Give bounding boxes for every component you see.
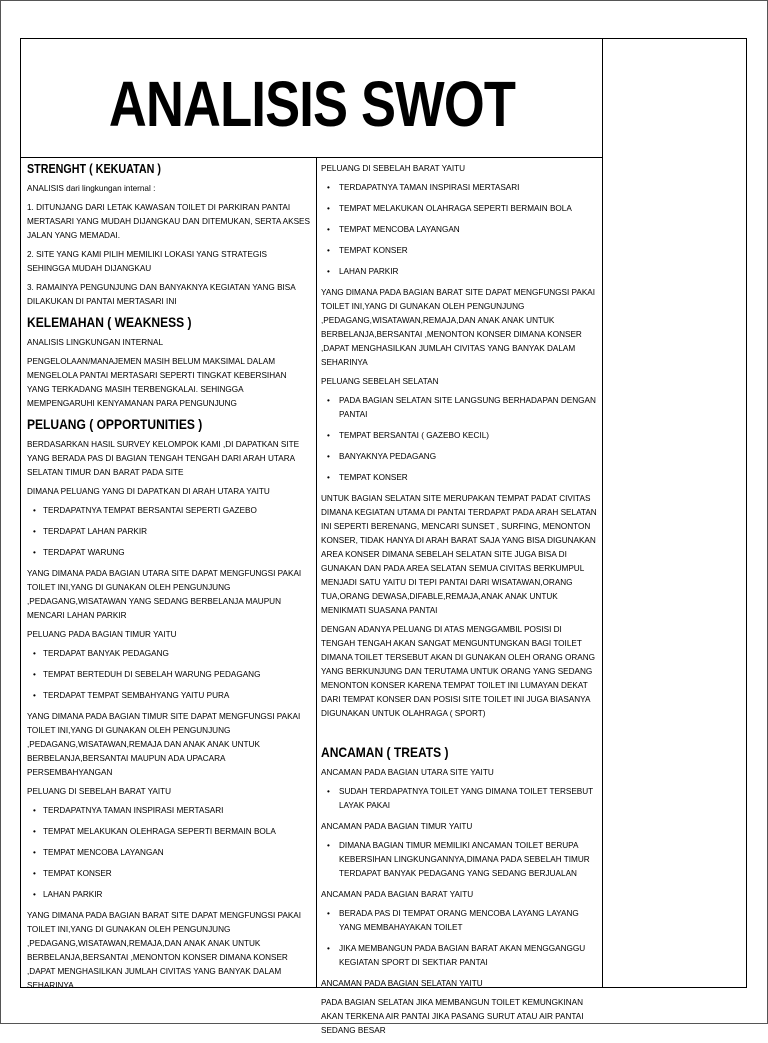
list-item: • TERDAPATNYA TEMPAT BERSANTAI SEPERTI GAZEBO — [27, 504, 311, 518]
list-item: • TERDAPAT TEMPAT SEMBAHYANG YAITU PURA — [27, 689, 311, 703]
strength-item: 3. RAMAINYA PENGUNJUNG DAN BANYAKNYA KEGIATAN YANG BISA DILAKUKAN DI PANTAI MERTASARI INI — [27, 283, 296, 306]
opportunity-summary-text: DENGAN ADANYA PELUANG DI ATAS MENGGAMBIL POSISI DI TENGAH TENGAH AKAN SANGAT MENGUNTUNGKAN BAGI TOILET DIMANA TOILET TERSEBUT AKAN DI GUNAKAN OLEH ORANG ORANG YANG BERKUNJUNG DAN TERUTAMA UNTUK ORANG YANG SEDANG MENONTON KONSER KARENA TEMPAT TOILET INI LUMAYAN DEKAT DARI TEMPAT KONSER DAN POSISI SITE TOILET INI JUGA BIASANYA DIGUNAKAN UNTUK OLAHRAGA ( SPORT) — [321, 625, 596, 718]
list-item: • DIMANA BAGIAN TIMUR MEMILIKI ANCAMAN TOILET BERUPA KEBERSIHAN LINGKUNGANNYA,DIMANA PADA SEBELAH TIMUR TERDAPAT BANYAK PEDAGANG YANG SEDANG BERJUALAN — [321, 839, 597, 881]
weakness-text: PENGELOLAAN/MANAJEMEN MASIH BELUM MAKSIMAL DALAM MENGELOLA PANTAI MERTASARI SEPERTI TINGKAT KEBERSIHAN YANG TERKADANG MASIH TERBENGKALAI. SEHINGGA MEMPENGARUHI KENYAMANAN PARA PENGUNJUNG — [27, 357, 287, 408]
west-opportunity-heading: PELUANG DI SEBELAH BARAT YAITU — [321, 164, 466, 173]
list-item: • TEMPAT BERTEDUH DI SEBELAH WARUNG PEDAGANG — [27, 668, 311, 682]
right-margin-divider — [602, 39, 603, 987]
strength-item: 2. SITE YANG KAMI PILIH MEMILIKI LOKASI YANG STRATEGIS SEHINGGA MUDAH DIJANGKAU — [27, 250, 267, 273]
threats-heading: ANCAMAN ( TREATS ) — [321, 744, 449, 760]
list-item: • TEMPAT KONSER — [27, 867, 311, 881]
south-threat-text: PADA BAGIAN SELATAN JIKA MEMBANGUN TOILET KEMUNGKINAN AKAN TERKENA AIR PANTAI JIKA PASANG SURUT ATAU AIR PANTAI SEDANG BESAR — [321, 998, 584, 1035]
swot-document — [20, 38, 747, 1035]
list-item: • TEMPAT KONSER — [321, 471, 597, 485]
right-column — [321, 162, 597, 1043]
north-opportunity-list — [27, 504, 311, 560]
page-title: ANALISIS SWOT — [108, 68, 516, 140]
south-opportunity-text: UNTUK BAGIAN SELATAN SITE MERUPAKAN TEMPAT PADAT CIVITAS DIMANA KEGIATAN UTAMA DI PANTAI TERDAPAT PADA ARAH SELATAN INI SEPERTI BERENANG, MENCARI SUNSET , SURFING, MENONTON KONSER, TIDAK HANYA DI ARAH BARAT SAJA YANG BISA DIGUNAKAN AREA KONSER DIMANA SEBELAH SELATAN SITE JUGA BISA DI GUNAKAN DAN PADA AREA SELATAN SEMUA CIVITAS BERKUMPUL MENJADI SATU YAITU DI TEPI PANTAI DARI WISATAWAN,ORANG TUA,ORANG DEWASA,DIFABLE,REMAJA,ANAK ANAK UNTUK MENIKMATI SUASANA PANTAI — [321, 494, 597, 615]
strength-item: 1. DITUNJANG DARI LETAK KAWASAN TOILET DI PARKIRAN PANTAI MERTASARI YANG MUDAH DIJANGKAU DAN DITEMUKAN, SERTA AKSES JALAN YANG MEMADAI. — [27, 203, 310, 240]
left-column — [27, 162, 311, 998]
east-opportunity-heading: PELUANG PADA BAGIAN TIMUR YAITU — [27, 630, 177, 639]
north-threat-list — [321, 785, 597, 813]
list-item: • TEMPAT MENCOBA LAYANGAN — [27, 846, 311, 860]
south-threat-heading: ANCAMAN PADA BAGIAN SELATAN YAITU — [321, 979, 483, 988]
north-opportunity-text: YANG DIMANA PADA BAGIAN UTARA SITE DAPAT MENGFUNGSI PAKAI TOILET INI,YANG DI GUNAKAN OLEH PENGUNJUNG ,PEDAGANG,WISATAWAN YANG SEDANG BERBELANJA MAUPUN MENCARI LAHAN PARKIR — [27, 569, 302, 620]
opportunities-heading: PELUANG ( OPPORTUNITIES ) — [27, 416, 203, 432]
west-opportunity-list — [321, 181, 597, 279]
east-threat-list — [321, 839, 597, 881]
south-opportunity-list — [321, 394, 597, 485]
weakness-heading: KELEMAHAN ( WEAKNESS ) — [27, 314, 192, 330]
list-item: • JIKA MEMBANGUN PADA BAGIAN BARAT AKAN MENGGANGGU KEGIATAN SPORT DI SEKTIAR PANTAI — [321, 942, 597, 970]
list-item: • LAHAN PARKIR — [27, 888, 311, 902]
strength-intro: ANALISIS dari lingkungan internal : — [27, 184, 156, 193]
title-row — [21, 39, 603, 158]
list-item: • TEMPAT KONSER — [321, 244, 597, 258]
list-item: • TERDAPATNYA TAMAN INSPIRASI MERTASARI — [27, 804, 311, 818]
list-item: • PADA BAGIAN SELATAN SITE LANGSUNG BERHADAPAN DENGAN PANTAI — [321, 394, 597, 422]
list-item: • TEMPAT MENCOBA LAYANGAN — [321, 223, 597, 237]
south-opportunity-heading: PELUANG SEBELAH SELATAN — [321, 377, 439, 386]
list-item: • BANYAKNYA PEDAGANG — [321, 450, 597, 464]
weakness-intro: ANALISIS LINGKUNGAN INTERNAL — [27, 338, 164, 347]
list-item: • TEMPAT BERSANTAI ( GAZEBO KECIL) — [321, 429, 597, 443]
east-opportunity-list — [27, 647, 311, 703]
east-threat-heading: ANCAMAN PADA BAGIAN TIMUR YAITU — [321, 822, 473, 831]
list-item: • TERDAPATNYA TAMAN INSPIRASI MERTASARI — [321, 181, 597, 195]
west-threat-list — [321, 907, 597, 970]
list-item: • TEMPAT MELAKUKAN OLEHRAGA SEPERTI BERMAIN BOLA — [27, 825, 311, 839]
opportunities-intro: BERDASARKAN HASIL SURVEY KELOMPOK KAMI ,DI DAPATKAN SITE YANG BERADA PAS DI BAGIAN TENGAH TENGAH DARI ARAH UTARA SELATAN TIMUR DAN BARAT PADA SITE — [27, 440, 300, 477]
list-item: • TERDAPAT WARUNG — [27, 546, 311, 560]
list-item: • TERDAPAT BANYAK PEDAGANG — [27, 647, 311, 661]
list-item: • BERADA PAS DI TEMPAT ORANG MENCOBA LAYANG LAYANG YANG MEMBAHAYAKAN TOILET — [321, 907, 597, 935]
strength-heading: STRENGHT ( KEKUATAN ) — [27, 162, 161, 176]
west-opportunity-text: YANG DIMANA PADA BAGIAN BARAT SITE DAPAT MENGFUNGSI PAKAI TOILET INI,YANG DI GUNAKAN OLEH PENGUNJUNG ,PEDAGANG,WISATAWAN,REMAJA,DAN ANAK ANAK UNTUK BERBELANJA,BERSANTAI ,MENONTON KONSER DIMANA KONSER ,DAPAT MENGHASILKAN JUMLAH CIVITAS YANG BANYAK DALAM SEHARINYA — [321, 288, 596, 367]
north-threat-heading: ANCAMAN PADA BAGIAN UTARA SITE YAITU — [321, 768, 494, 777]
east-opportunity-text: YANG DIMANA PADA BAGIAN TIMUR SITE DAPAT MENGFUNGSI PAKAI TOILET INI,YANG DI GUNAKAN OLEH PENGUNJUNG ,PEDAGANG,WISATAWAN,REMAJA DAN ANAK ANAK UNTUK BERBELANJA,BERSANTAI MAUPUN ADA UPACARA PERSEMBAHYANGAN — [27, 712, 301, 777]
list-item: • LAHAN PARKIR — [321, 265, 597, 279]
west-threat-heading: ANCAMAN PADA BAGIAN BARAT YAITU — [321, 890, 474, 899]
list-item: • TEMPAT MELAKUKAN OLAHRAGA SEPERTI BERMAIN BOLA — [321, 202, 597, 216]
west-opportunity-list — [27, 804, 311, 902]
column-divider — [316, 157, 317, 987]
west-opportunity-heading: PELUANG DI SEBELAH BARAT YAITU — [27, 787, 172, 796]
list-item: • SUDAH TERDAPATNYA TOILET YANG DIMANA TOILET TERSEBUT LAYAK PAKAI — [321, 785, 597, 813]
list-item: • TERDAPAT LAHAN PARKIR — [27, 525, 311, 539]
west-opportunity-text: YANG DIMANA PADA BAGIAN BARAT SITE DAPAT MENGFUNGSI PAKAI TOILET INI,YANG DI GUNAKAN OLEH PENGUNJUNG ,PEDAGANG,WISATAWAN,REMAJA,DAN ANAK ANAK UNTUK BERBELANJA,BERSANTAI ,MENONTON KONSER DIMANA KONSER ,DAPAT MENGHASILKAN JUMLAH CIVITAS YANG BANYAK DALAM SEHARINYA — [27, 911, 302, 990]
north-opportunity-heading: DIMANA PELUANG YANG DI DAPATKAN DI ARAH UTARA YAITU — [27, 487, 270, 496]
